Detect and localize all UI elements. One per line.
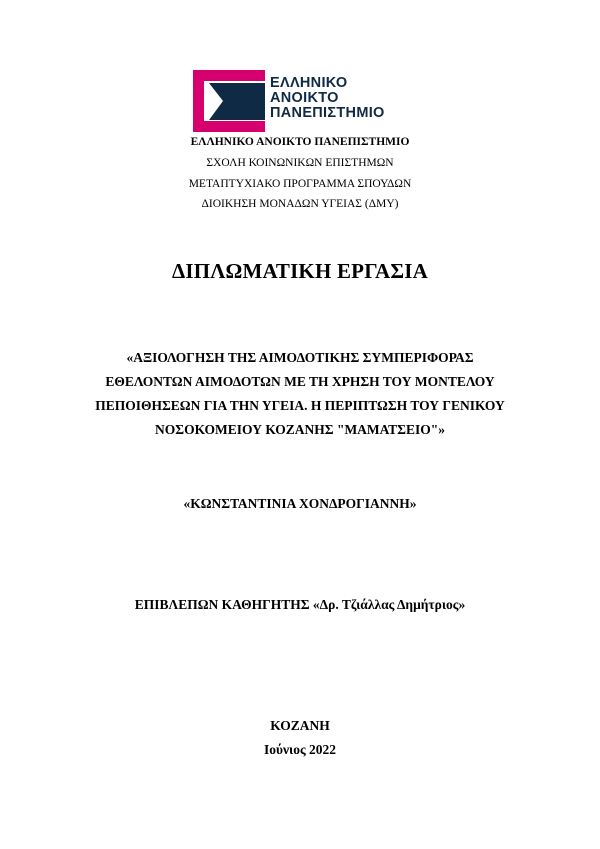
thesis-title-line: ΝΟΣΟΚΟΜΕΙΟΥ ΚΟΖΑΝΗΣ "ΜΑΜΑΤΣΕΙΟ"» [155,422,445,437]
university-logo [193,70,418,132]
logo-line-3: ΠΑΝΕΠΙΣΤΗΜΙΟ [270,105,385,121]
city: ΚΟΖΑΝΗ [270,718,330,733]
program-name: ΜΕΤΑΠΤΥΧΙΑΚΟ ΠΡΟΓΡΑΜΜΑ ΣΠΟΥΔΩΝ [188,178,412,190]
thesis-title-line: ΠΕΠΟΙΘΗΣΕΩΝ ΓΙΑ ΤΗΝ ΥΓΕΙΑ. Η ΠΕΡΙΠΤΩΣΗ ΤΟΥ ΓΕΝΙΚΟΥ [95,398,505,413]
thesis-title-line: «ΑΞΙΟΛΟΓΗΣΗ ΤΗΣ ΑΙΜΟΔΟΤΙΚΗΣ ΣΥΜΠΕΡΙΦΟΡΑΣ [126,350,474,365]
author-name: «ΚΩΝΣΤΑΝΤΙΝΙΑ ΧΟΝΔΡΟΓΙΑΝΝΗ» [183,496,417,511]
date: Ιούνιος 2022 [263,742,337,757]
logo-line-1: ΕΛΛΗΝΙΚΟ [270,75,348,91]
logo-line-2: ΑΝΟΙΚΤΟ [270,90,339,106]
logo-wordmark [270,76,385,121]
department-name: ΔΙΟΙΚΗΣΗ ΜΟΝΑΔΩΝ ΥΓΕΙΑΣ (ΔΜΥ) [201,198,399,210]
logo-mark-icon [193,70,265,132]
document-type-heading: ΔΙΠΛΩΜΑΤΙΚΗ ΕΡΓΑΣΙΑ [171,259,429,283]
thesis-title [60,346,540,442]
school-name: ΣΧΟΛΗ ΚΟΙΝΩΝΙΚΩΝ ΕΠΙΣΤΗΜΩΝ [206,157,394,169]
thesis-title-line: ΕΘΕΛΟΝΤΩΝ ΑΙΜΟΔΟΤΩΝ ΜΕ ΤΗ ΧΡΗΣΗ ΤΟΥ ΜΟΝΤΕΛΟΥ [105,374,495,389]
supervisor-line: ΕΠΙΒΛΕΠΩΝ ΚΑΘΗΓΗΤΗΣ «Δρ. Τζιάλλας Δημήτριος» [134,597,466,612]
university-name: ΕΛΛΗΝΙΚΟ ΑΝΟΙΚΤΟ ΠΑΝΕΠΙΣΤΗΜΙΟ [190,136,410,148]
